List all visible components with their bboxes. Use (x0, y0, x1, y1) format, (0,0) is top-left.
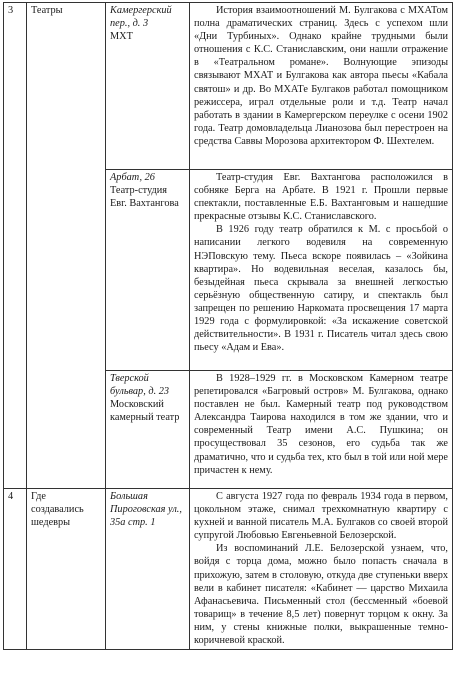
description-cell (190, 489, 453, 650)
address-italic: Арбат, 26 (110, 172, 155, 183)
description-paragraph: В 1928–1929 гг. в Московском Камерном театре репетировался «Багровый остров» М. Булгакова, однако поставлен не был. Камерный театр под руководством Александра Таирова находился в том же здании, что и современный Театр имени А.С. Пушкина; он просуществовал 35 сезонов, его судьба так же драматично, что и судьба тех, кто был в той или ной мере причастен к нему. (194, 373, 448, 476)
address-italic: Камергерский пер., д. 3 (110, 5, 172, 30)
address-cell (106, 3, 190, 170)
address-plain: Театр-студия Евг. Вахтангова (110, 185, 179, 210)
topic-cell: Где создавались шедевры (27, 489, 106, 650)
description-paragraph: С августа 1927 года по февраль 1934 года в первом, цокольном этаже, снимал трехкомнатную квартиру с кухней и ванной писатель М.А. Булгаков со своей второй супругой Любовью Евгеньевной Белозерской. (194, 491, 448, 542)
table-row (4, 489, 453, 650)
description-paragraph: История взаимоотношений М. Булгакова с МХАТом полна драматических страниц. Здесь с успехом шли «Дни Турбиных». Однако крайне трудными были отношения с К.С. Станиславским, они нашли отражение в «Театральном романе». Волнующие эпизоды связывают МХАТ и Булгакова как автора пьесы «Кабала святош» и др. Во МХАТе Булгаков работал помощником режиссера, играл отдельные роли и т.д. Театр начал работать в здании в Камергерском переулке с осени 1902 года. Театр домовладельца Лианозова был перестроен на средства Саввы Морозова архитектором Ф. Шехтелем. (194, 5, 448, 147)
description-cell (190, 170, 453, 371)
address-cell (106, 170, 190, 371)
topic-cell: Театры (27, 3, 106, 489)
table-row (4, 3, 453, 170)
description-paragraph: В 1926 году театр обратился к М. с просьбой о написании легкого водевиля на современную НЭПовскую тему. Пьеса вскоре появилась – «Зойкина квартира». Но водевильная веселая, казалось бы, безыдейная пьеса скрывала за внешней легкостью серьёзную общественную сатиру, и спектакль был запрещен по решению Наркомата просвещения 17 марта 1929 года с формулировкой: «За искажение советской действительности». В 1931 г. Писатель читал здесь свою пьесу «Адам и Ева». (194, 224, 448, 354)
description-cell (190, 3, 453, 170)
row-number: 3 (4, 3, 27, 489)
address-italic: Большая Пироговская ул., 35а стр. 1 (110, 491, 182, 529)
description-paragraph: Театр-студия Евг. Вахтангова расположился в собняке Берга на Арбате. В 1921 г. Прошли первые спектакли, поставленные Е.Б. Вахтанговым и нашедшие прекрасные отзывы К.С. Станиславского. (194, 172, 448, 223)
description-cell (190, 371, 453, 489)
row-number: 4 (4, 489, 27, 650)
address-plain: Московский камерный театр (110, 399, 180, 424)
description-paragraph: Из воспоминаний Л.Е. Белозерской узнаем, что, войдя с торца дома, можно было попасть сначала в прихожую, затем в столовую, откуда две ступеньки вверх вели в кабинет писателя: «Кабинет — царство Михаила Афанасьевича. Письменный стол (бессменный «боевой товарищ» в течение 8,5 лет) повернут торцом к окну. За ним, у стены книжные полки, выкрашенные темно-коричневой краской. (194, 543, 448, 647)
landmarks-table (3, 2, 453, 650)
address-cell (106, 489, 190, 650)
address-cell (106, 371, 190, 489)
address-plain: МХТ (110, 31, 133, 43)
address-italic: Тверской бульвар, д. 23 (110, 373, 170, 398)
